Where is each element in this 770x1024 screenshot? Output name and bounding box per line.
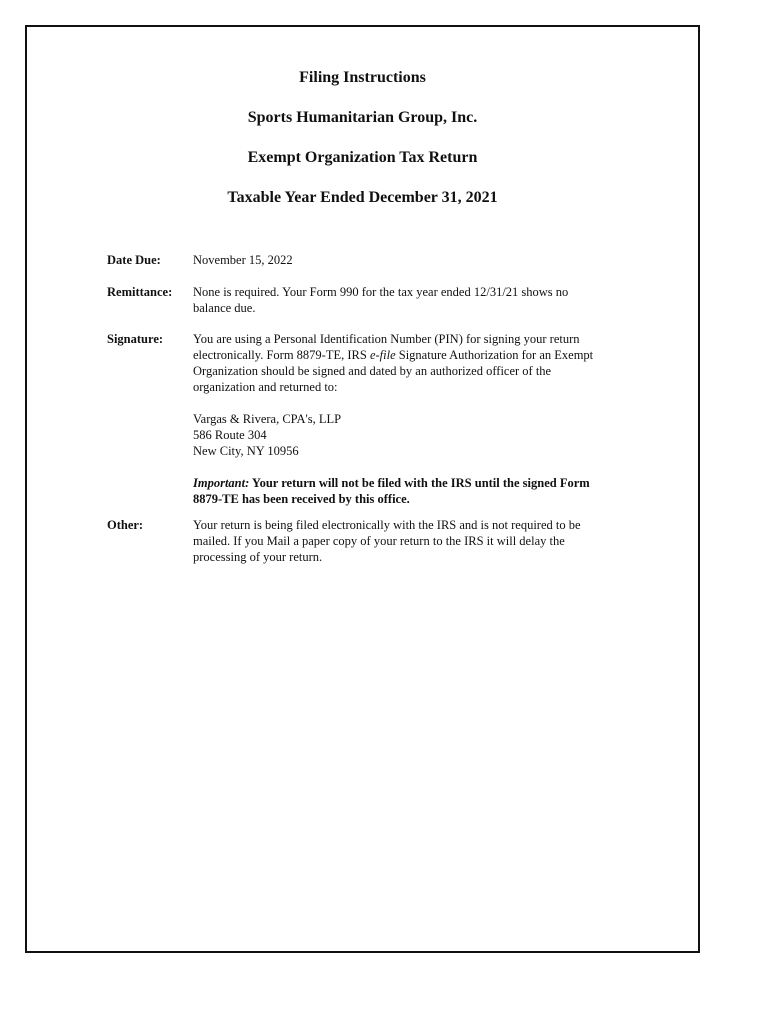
other-text	[193, 517, 633, 565]
address-line-3: New City, NY 10956	[193, 444, 299, 458]
signature-line-4: organization and returned to:	[193, 380, 338, 394]
remittance-text	[193, 284, 633, 316]
remittance-label: Remittance:	[107, 285, 173, 299]
signature-line-2-after: Signature Authorization for an Exempt	[395, 348, 594, 362]
document-page	[25, 25, 700, 953]
other-label: Other:	[107, 518, 144, 532]
other-line-1: Your return is being filed electronically with the IRS and is not required to be	[193, 518, 581, 532]
important-text-1: Your return will not be filed with the IRS until the signed Form	[249, 476, 590, 490]
remittance-line-1: None is required. Your Form 990 for the tax year ended 12/31/21 shows no	[193, 285, 569, 299]
date-due-value: November 15, 2022	[193, 253, 293, 267]
organization-name: Sports Humanitarian Group, Inc.	[247, 109, 478, 126]
signature-line-2-before: electronically. Form 8879-TE, IRS	[193, 348, 370, 362]
document-title: Filing Instructions	[299, 69, 426, 86]
signature-line-3: Organization should be signed and dated by an authorized officer of the	[193, 364, 552, 378]
taxable-year: Taxable Year Ended December 31, 2021	[227, 189, 498, 206]
important-line-1	[193, 475, 633, 491]
other-line-2: mailed. If you Mail a paper copy of your return to the IRS it will delay the	[193, 534, 565, 548]
address-line-2: 586 Route 304	[193, 428, 267, 442]
efile-term: e-file	[369, 348, 396, 362]
important-line-2: 8879-TE has been received by this office.	[193, 492, 410, 506]
signature-text	[193, 331, 633, 507]
date-due-label: Date Due:	[107, 253, 161, 267]
signature-label: Signature:	[107, 332, 164, 346]
important-label: Important:	[193, 476, 250, 490]
other-line-3: processing of your return.	[193, 550, 323, 564]
address-line-1: Vargas & Rivera, CPA's, LLP	[193, 412, 342, 426]
signature-line-1: You are using a Personal Identification Number (PIN) for signing your return	[193, 332, 580, 346]
remittance-line-2: balance due.	[193, 301, 256, 315]
return-type: Exempt Organization Tax Return	[247, 149, 478, 166]
signature-line-2	[193, 347, 633, 363]
